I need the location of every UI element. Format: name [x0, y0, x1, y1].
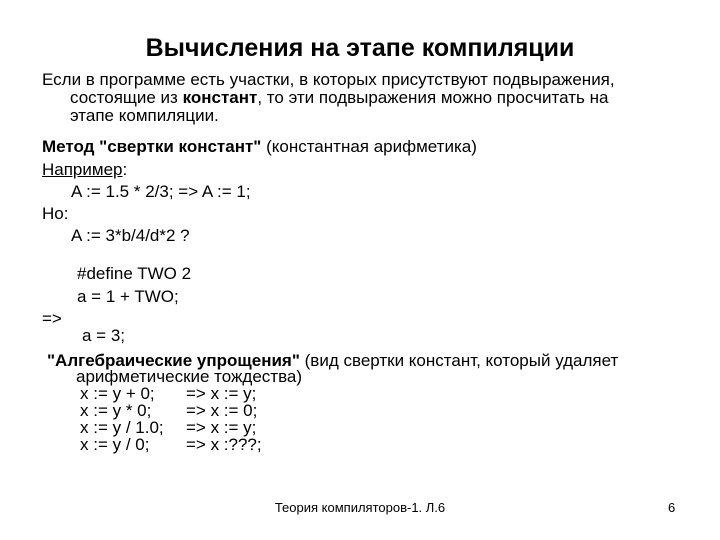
identity-result: => x := y; [186, 384, 257, 403]
identity-expr: x := y / 0; [80, 435, 150, 454]
implies-arrow: => [42, 309, 62, 328]
intro-line-2-pre: состоящие из [70, 88, 183, 107]
identity-expr: x := y / 1.0; [80, 418, 164, 437]
intro-constants-bold: констант [182, 88, 258, 107]
slide-title: Вычисления на этапе компиляции [145, 34, 575, 62]
identity-result: => x := 0; [186, 401, 258, 420]
identity-expr: x := y * 0; [80, 401, 152, 420]
example-label: Например [42, 160, 123, 179]
intro-line-2-post: , то эти подвыражения можно просчитать на [257, 88, 609, 107]
example-label-line [42, 160, 127, 179]
algebraic-line-2: арифметические тождества) [76, 367, 303, 386]
define-line: #define TWO 2 [77, 264, 192, 283]
example-2: A := 3*b/4/d*2 ? [71, 226, 190, 245]
method-line [42, 137, 477, 156]
example-1: A := 1.5 * 2/3; => A := 1; [71, 182, 251, 201]
result-line: a = 3; [82, 326, 126, 345]
method-name-bold: Метод "свертки констант" [42, 137, 262, 156]
footer-course: Теория компиляторов-1. Л.6 [274, 500, 446, 515]
algebraic-desc: (вид свертки констант, который удаляет [299, 351, 619, 370]
algebraic-bold: "Алгебраические упрощения" [47, 351, 300, 370]
identity-result: => x :???; [186, 435, 262, 454]
intro-line-1: Если в программе есть участки, в которых присутствуют подвыражения, [42, 70, 615, 89]
identity-expr: x := y + 0; [80, 384, 155, 403]
intro-line-2 [70, 88, 608, 107]
page-number: 6 [668, 500, 676, 515]
but-label: Но: [42, 204, 69, 223]
assign-line: a = 1 + TWO; [77, 287, 179, 306]
example-colon: : [122, 160, 128, 179]
identity-result: => x := y; [186, 418, 257, 437]
intro-line-3: этапе компиляции. [70, 106, 219, 125]
method-desc: (константная арифметика) [261, 137, 477, 156]
